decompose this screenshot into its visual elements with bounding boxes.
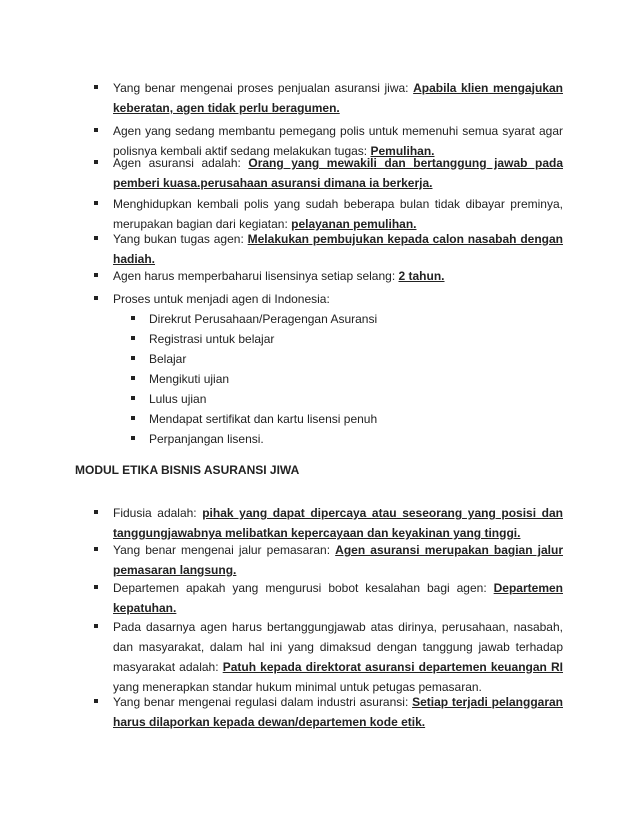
- list-item: Agen harus memperbaharui lisensinya setiap selang: 2 tahun.: [113, 266, 563, 286]
- step-item: Perpanjangan lisensi.: [149, 429, 563, 449]
- answer: Melakukan pembujukan kepada calon nasabah dengan hadiah.: [113, 232, 563, 266]
- section-heading: MODUL ETIKA BISNIS ASURANSI JIWA: [75, 463, 300, 477]
- list-item: Departemen apakah yang mengurusi bobot kesalahan bagi agen: Departemen kepatuhan.: [113, 578, 563, 618]
- answer: pihak yang dapat dipercaya atau seseorang yang posisi dan tanggungjawabnya melibatkan kepercayaan dan keyakinan yang tinggi.: [113, 506, 563, 540]
- step-item: Direkrut Perusahaan/Peragengan Asuransi: [149, 309, 563, 329]
- answer: Pemulihan.: [370, 144, 435, 158]
- list-item: Yang benar mengenai proses penjualan asuransi jiwa: Apabila klien mengajukan keberatan, agen tidak perlu beragumen.: [113, 78, 563, 118]
- list-item: Yang benar mengenai regulasi dalam industri asuransi: Setiap terjadi pelanggaran harus dilaporkan kepada dewan/departemen kode etik.: [113, 692, 563, 732]
- answer: 2 tahun.: [398, 269, 445, 283]
- answer: Setiap terjadi pelanggaran harus dilaporkan kepada dewan/departemen kode etik.: [113, 695, 563, 729]
- answer: Departemen kepatuhan.: [113, 581, 563, 615]
- step-item: Lulus ujian: [149, 389, 563, 409]
- list-item: Yang benar mengenai jalur pemasaran: Agen asuransi merupakan bagian jalur pemasaran langsung.: [113, 540, 563, 580]
- list-item: Menghidupkan kembali polis yang sudah beberapa bulan tidak dibayar preminya, merupakan bagian dari kegiatan: pelayanan pemulihan.: [113, 194, 563, 234]
- step-item: Mendapat sertifikat dan kartu lisensi penuh: [149, 409, 563, 429]
- answer: Agen asuransi merupakan bagian jalur pemasaran langsung.: [113, 543, 564, 577]
- answer: Apabila klien mengajukan keberatan, agen tidak perlu beragumen.: [113, 81, 563, 115]
- list-item: Fidusia adalah: pihak yang dapat dipercaya atau seseorang yang posisi dan tanggungjawabnya melibatkan kepercayaan dan keyakinan yang tinggi.: [113, 503, 563, 543]
- list-item: Yang bukan tugas agen: Melakukan pembujukan kepada calon nasabah dengan hadiah.: [113, 229, 563, 269]
- list-item: Agen asuransi adalah: Orang yang mewakili dan bertanggung jawab pada pemberi kuasa.perusahaan asuransi dimana ia berkerja.: [113, 153, 563, 193]
- step-item: Mengikuti ujian: [149, 369, 563, 389]
- list-item: Pada dasarnya agen harus bertanggungjawab atas dirinya, perusahaan, nasabah, dan masyarakat, dalam hal ini yang dimaksud dengan tanggung jawab terhadap masyarakat adalah: Patuh kepada direktorat asuransi departemen keuangan RI yang menerapkan standar hukum minimal untuk petugas pemasaran.: [113, 617, 563, 697]
- step-item: Registrasi untuk belajar: [149, 329, 563, 349]
- step-item: Belajar: [149, 349, 563, 369]
- answer: Orang yang mewakili dan bertanggung jawab pada pemberi kuasa.perusahaan asuransi dimana ia berkerja.: [113, 156, 563, 190]
- list-item: Proses untuk menjadi agen di Indonesia:: [113, 289, 563, 309]
- list-item: Agen yang sedang membantu pemegang polis untuk memenuhi semua syarat agar polisnya kembali aktif sedang melakukan tugas: Pemulihan.: [113, 121, 563, 161]
- answer: Patuh kepada direktorat asuransi departemen keuangan RI: [222, 660, 563, 674]
- answer: pelayanan pemulihan.: [291, 217, 417, 231]
